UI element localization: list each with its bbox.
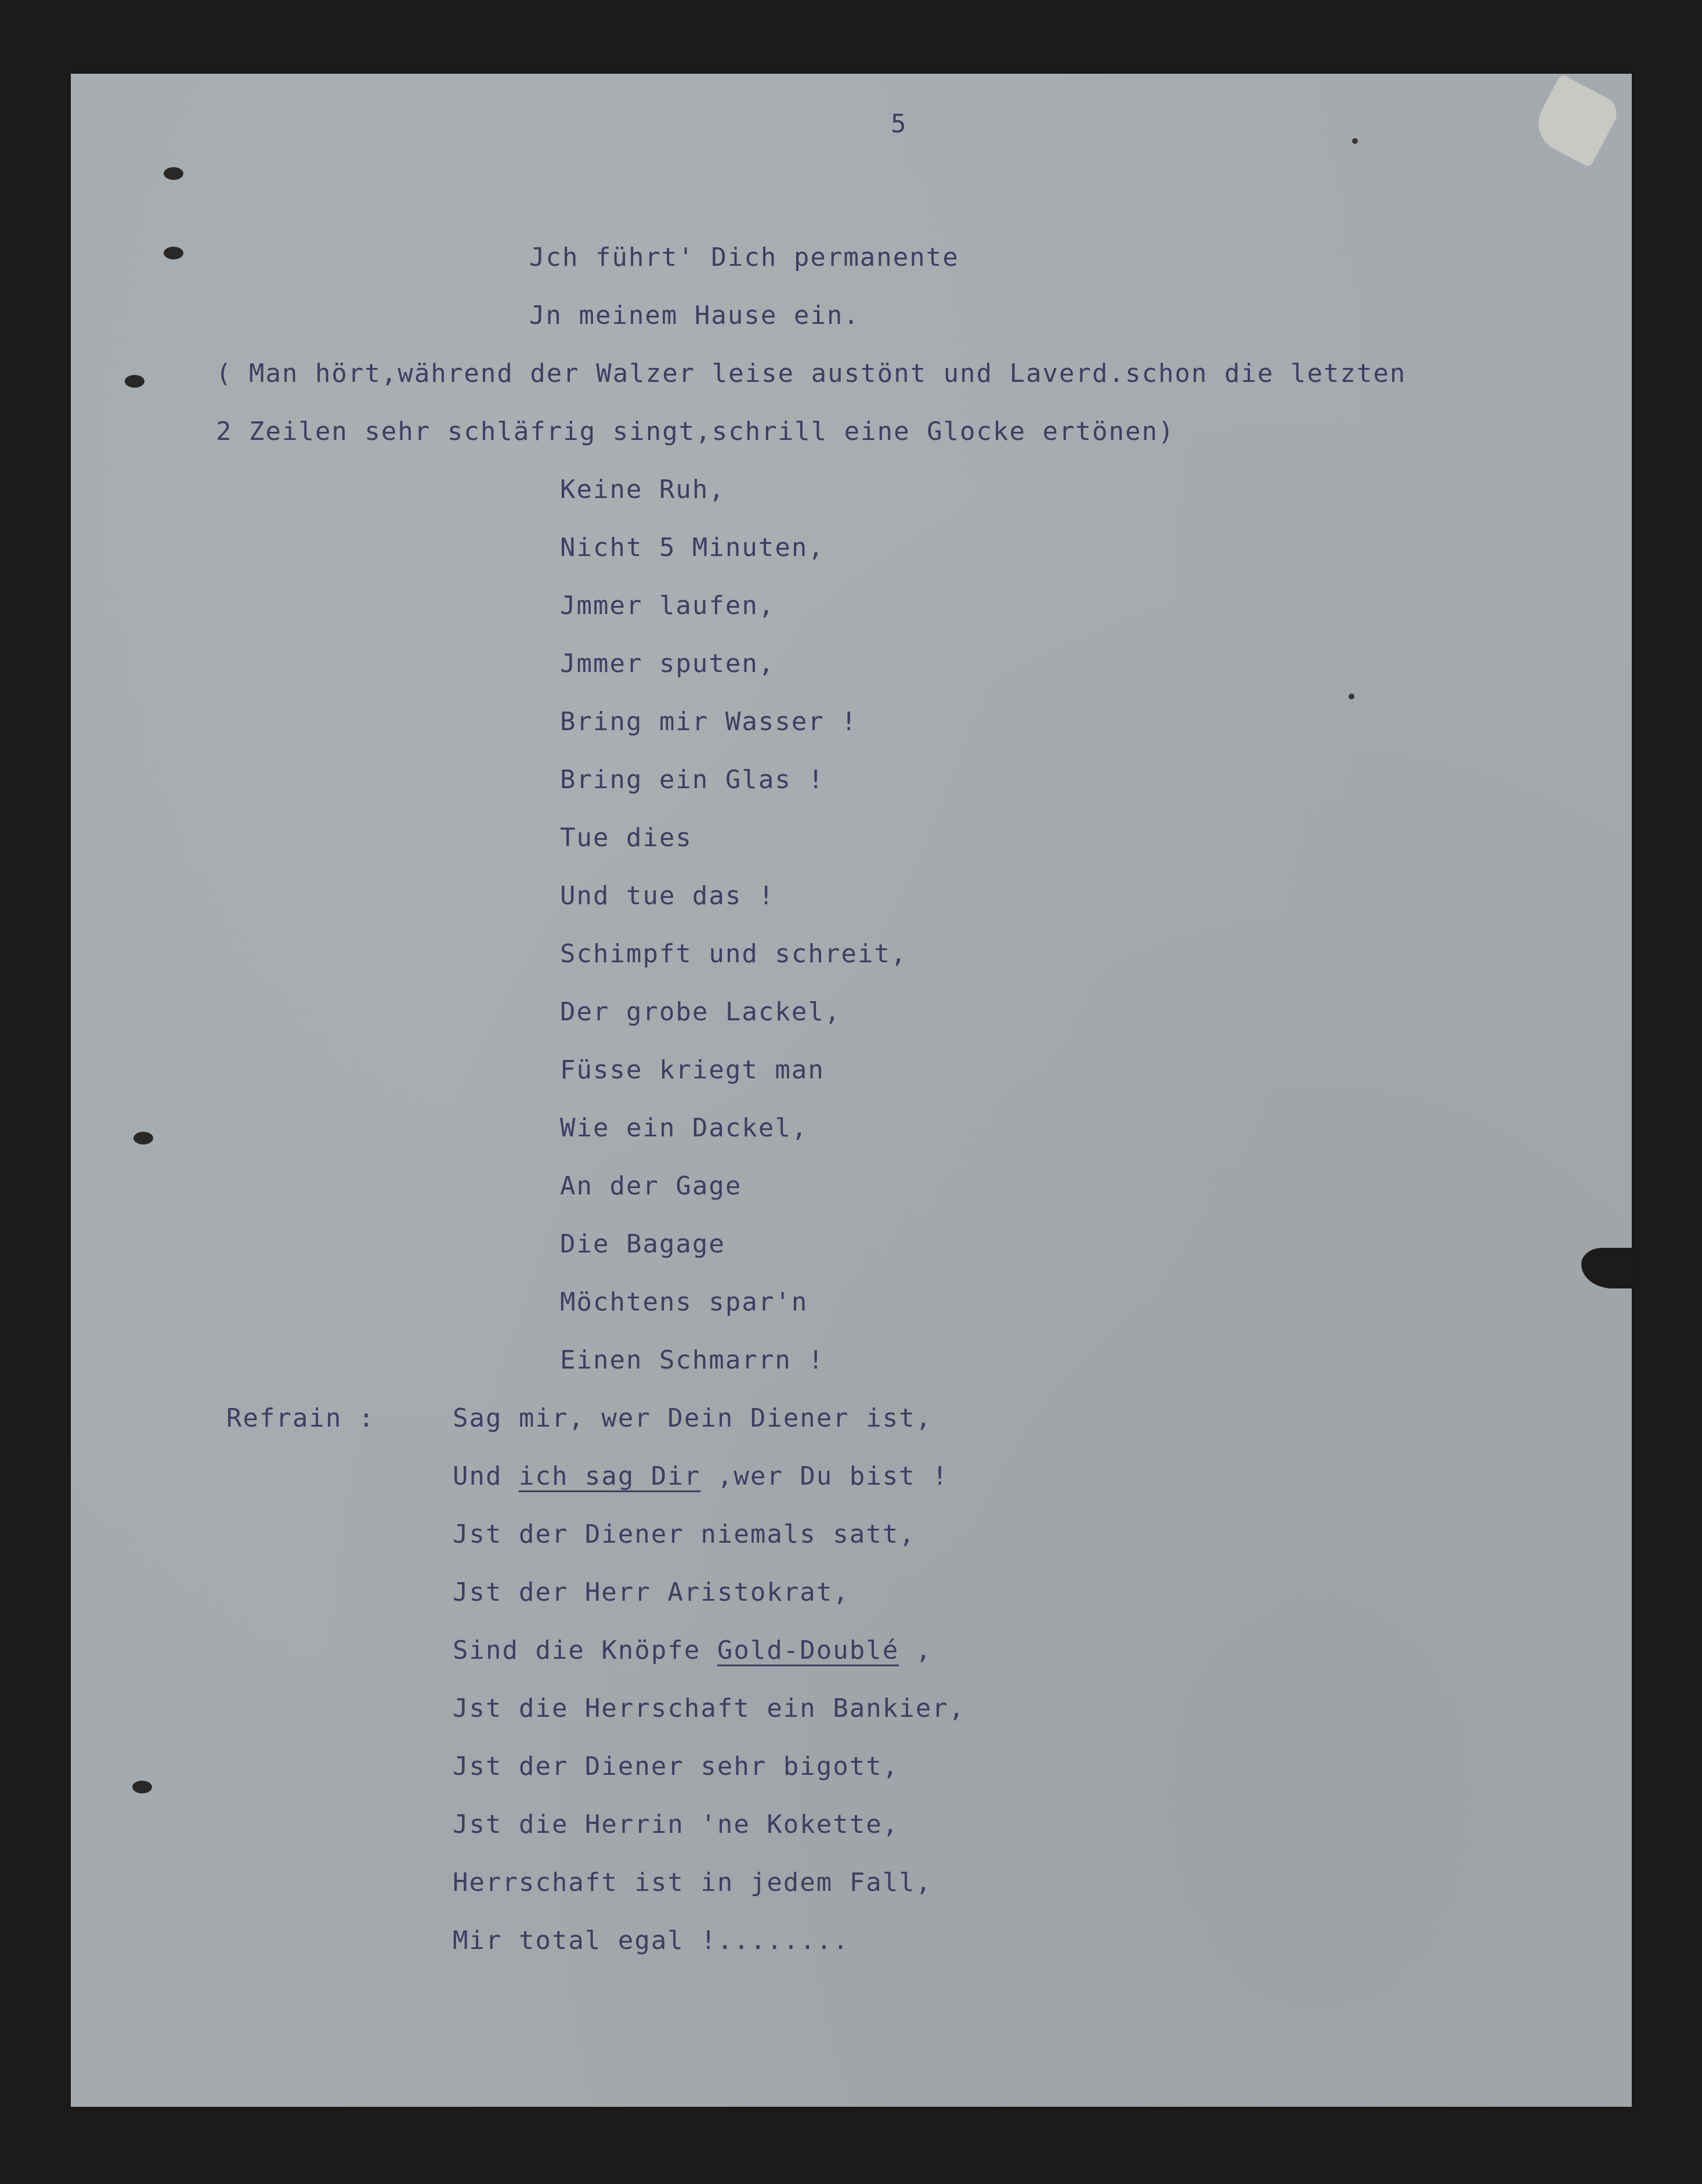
paper-speck: [1349, 694, 1354, 699]
refrain-line: Jst die Herrin 'ne Kokette,: [453, 1810, 899, 1839]
song-line: Und tue das !: [560, 881, 775, 911]
punch-hole-mark: [132, 1781, 152, 1793]
refrain-line: [453, 1461, 949, 1491]
song-line: Nicht 5 Minuten,: [560, 533, 825, 562]
song-line: Wie ein Dackel,: [560, 1113, 808, 1143]
refrain-line: Jst der Diener niemals satt,: [453, 1519, 916, 1549]
refrain-line-text: ,wer Du bist !: [700, 1461, 949, 1491]
refrain-line: Jst die Herrschaft ein Bankier,: [453, 1694, 966, 1723]
refrain-line: Jst der Herr Aristokrat,: [453, 1577, 850, 1607]
stage-direction-line: 2 Zeilen sehr schläfrig singt,schrill eine Glocke ertönen): [216, 417, 1175, 446]
underlined-phrase: ich sag Dir: [518, 1461, 701, 1491]
song-line: Bring ein Glas !: [560, 765, 825, 795]
song-line: Tue dies: [560, 823, 692, 853]
refrain-line: Jst der Diener sehr bigott,: [453, 1752, 899, 1781]
song-line: Bring mir Wasser !: [560, 707, 858, 737]
verse-line: Jch führt' Dich permanente: [529, 243, 959, 272]
song-line: Füsse kriegt man: [560, 1055, 825, 1085]
song-line: Jmmer sputen,: [560, 649, 775, 678]
stage-direction-line: ( Man hört,während der Walzer leise austönt und Laverd.schon die letzten: [216, 359, 1407, 388]
refrain-line-text: Und: [453, 1461, 519, 1491]
refrain-line: [453, 1638, 932, 1663]
song-line: Jmmer laufen,: [560, 591, 775, 620]
punch-hole-mark: [164, 167, 183, 180]
song-line: Schimpft und schreit,: [560, 939, 908, 969]
song-line: Einen Schmarrn !: [560, 1345, 825, 1375]
song-line: Keine Ruh,: [560, 475, 725, 504]
page-number: 5: [891, 109, 908, 139]
refrain-label: Refrain :: [226, 1403, 375, 1433]
song-line: An der Gage: [560, 1171, 742, 1201]
refrain-line-text: Sind die Knöpfe: [453, 1636, 717, 1665]
refrain-line: Herrschaft ist in jedem Fall,: [453, 1868, 933, 1897]
refrain-line: Mir total egal !........: [453, 1926, 850, 1955]
punch-hole-mark: [164, 247, 183, 259]
song-line: Möchtens spar'n: [560, 1287, 808, 1317]
refrain-line-text: ,: [899, 1636, 933, 1665]
verse-line: Jn meinem Hause ein.: [529, 301, 860, 330]
paper-speck: [1352, 138, 1358, 144]
song-line: Die Bagage: [560, 1229, 725, 1259]
song-line: Der grobe Lackel,: [560, 997, 841, 1027]
underlined-phrase: Gold-Doublé: [717, 1636, 899, 1665]
punch-hole-mark: [133, 1132, 153, 1145]
punch-hole-mark: [125, 375, 144, 388]
refrain-line: Sag mir, wer Dein Diener ist,: [453, 1403, 933, 1433]
